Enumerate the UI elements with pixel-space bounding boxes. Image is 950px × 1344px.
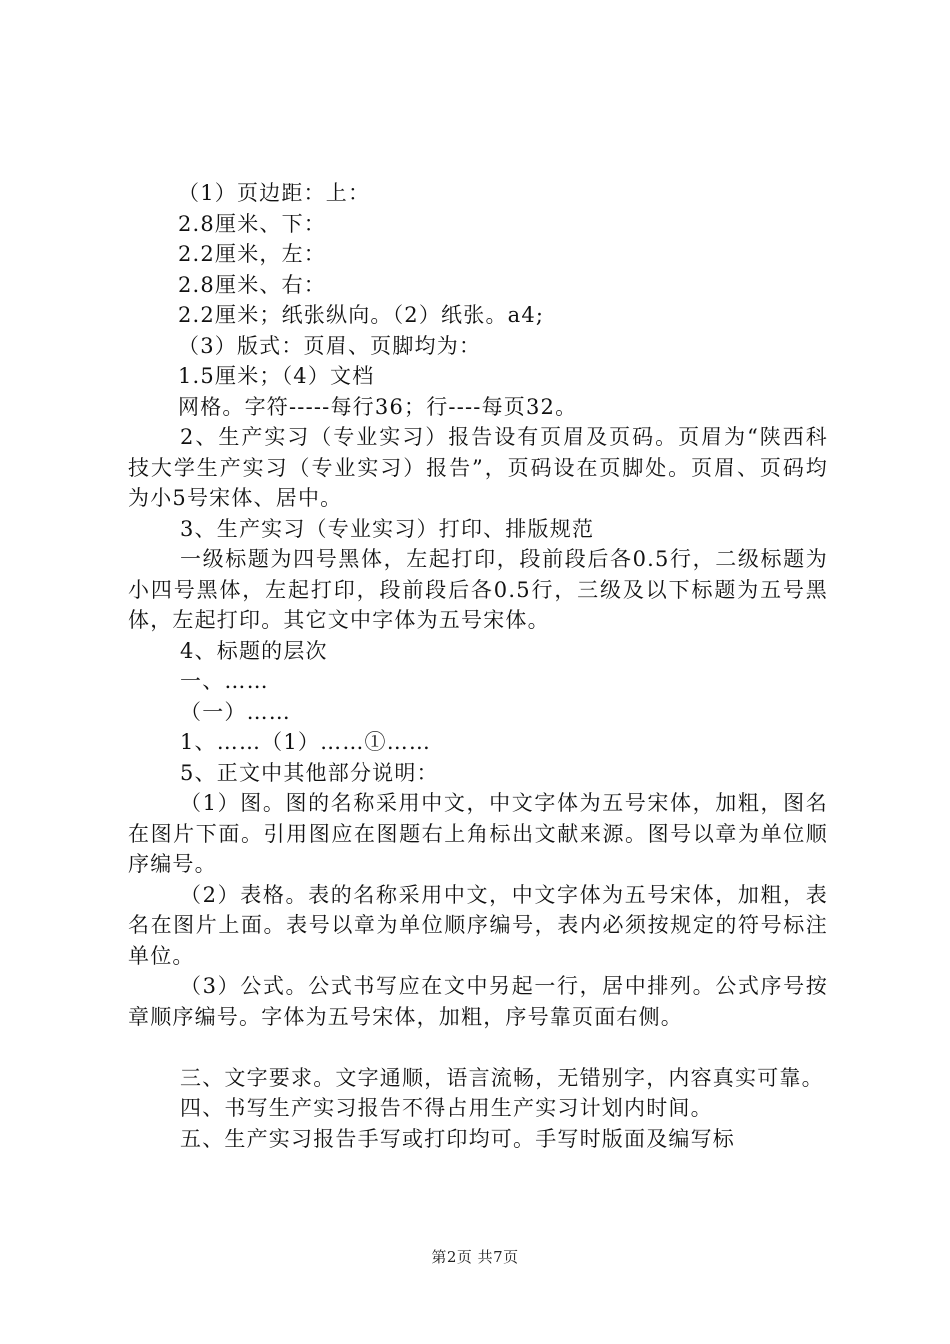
section-5-paragraph: 五、生产实习报告手写或打印均可。手写时版面及编写标 xyxy=(180,1126,735,1151)
heading-level-2: （一）…… xyxy=(180,699,291,724)
heading-level-3: 1、……（1）……①…… xyxy=(180,730,432,754)
blank-line xyxy=(128,1032,828,1063)
paper-line: 2.2厘米；纸张纵向。（2）纸张。a4; xyxy=(178,303,545,327)
heading-level-1: 一、…… xyxy=(180,669,269,693)
table-paragraph: （2）表格。表的名称采用中文，中文字体为五号宋体，加粗，表名在图片上面。表号以章为单位顺序编号，表内必须按规定的符号标注单位。 xyxy=(128,882,828,968)
margin-top-line: （1）页边距：上： xyxy=(178,181,371,205)
margin-right-line: 2.8厘米、右： xyxy=(178,272,326,297)
heading-levels-title: 4、标题的层次 xyxy=(180,638,328,663)
formula-paragraph: （3）公式。公式书写应在文中另起一行，居中排列。公式序号按章顺序编号。字体为五号宋体，加粗，序号靠页面右侧。 xyxy=(128,974,828,1029)
layout-line: （3）版式：页眉、页脚均为： xyxy=(178,333,482,358)
page-number-footer: 第2页 共7页 xyxy=(431,1248,519,1266)
grid-line: 网格。字符-----每行36；行----每页32。 xyxy=(178,394,578,419)
header-paragraph: 2、生产实习（专业实习）报告设有页眉及页码。页眉为“陕西科技大学生产实习（专业实习）报告”，页码设在页脚处。页眉、页码均为小5号宋体、居中。 xyxy=(128,425,828,510)
header-footer-size-line: 1.5厘米；（4）文档 xyxy=(178,364,375,388)
print-rules-title: 3、生产实习（专业实习）打印、排版规范 xyxy=(180,516,595,541)
section-4-paragraph: 四、书写生产实习报告不得占用生产实习计划内时间。 xyxy=(180,1096,713,1120)
print-rules-paragraph: 一级标题为四号黑体，左起打印，段前段后各0.5行，二级标题为小四号黑体，左起打印，段前段后各0.5行，三级及以下标题为五号黑体，左起打印。其它文中字体为五号宋体。 xyxy=(128,547,828,632)
figure-paragraph: （1）图。图的名称采用中文，中文字体为五号宋体，加粗，图名在图片下面。引用图应在图题右上角标出文献来源。图号以章为单位顺序编号。 xyxy=(128,791,828,876)
other-parts-title: 5、正文中其他部分说明： xyxy=(180,760,439,785)
document-body xyxy=(128,178,828,1154)
section-3-paragraph: 三、文字要求。文字通顺，语言流畅，无错别字，内容真实可靠。 xyxy=(180,1065,824,1090)
margin-bottom-line: 2.8厘米、下： xyxy=(178,211,326,236)
margin-left-line: 2.2厘米，左： xyxy=(178,242,326,266)
